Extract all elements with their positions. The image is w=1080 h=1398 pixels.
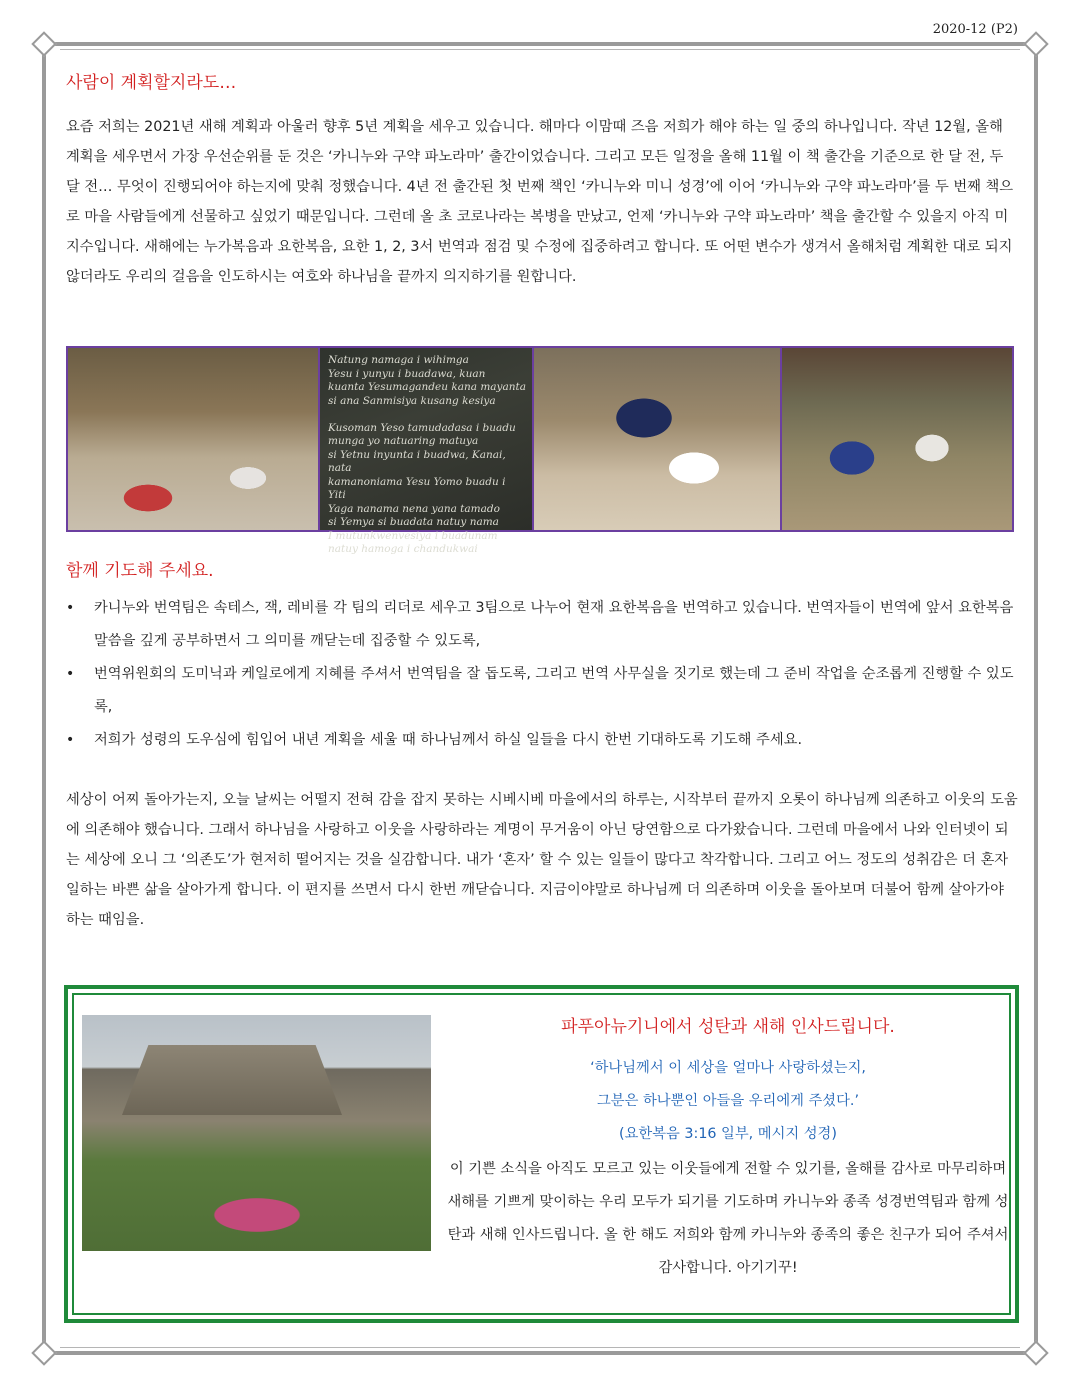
page-label: 2020-12 (P2) xyxy=(932,22,1018,37)
prayer-list xyxy=(66,592,1021,757)
greeting-title: 파푸아뉴기니에서 성탄과 새해 인사드립니다. xyxy=(561,1017,895,1037)
section-heading-plans: 사람이 계획할지라도… xyxy=(66,73,237,93)
frame-bottom-inner-line xyxy=(60,1347,1020,1348)
frame-right-bar xyxy=(1034,42,1038,1355)
photo-group-village xyxy=(82,1015,431,1251)
bullet: • xyxy=(66,732,75,748)
frame-top-inner-line xyxy=(60,49,1020,50)
photo-strip xyxy=(66,346,1014,555)
plans-paragraph: 요즘 저희는 2021년 새해 계획과 아울러 향후 5년 계획을 세우고 있습니다. 해마다 이맘때 즈음 저희가 해야 하는 일 중의 하나입니다. 작년 12월, 올해 계획을 세우면서 가장 우선순위를 둔 것은 ‘카니누와 구약 파노라마’ 출간이었습니다. 그리고 모든 일정을 올해 11월 이 책 출간을 기준으로 한 달 전, 두 달 전… 무엇이 진행되어야 하는지에 맞춰 정했습니다. 4년 전 출간된 첫 번째 책인 ‘카니누와 미니 성경’에 이어 ‘카니누와 구약 파노라마’를 두 번째 책으로 마을 사람들에게 선물하고 싶었기 때문입니다. 그런데 올 초 코로나라는 복병을 만났고, 언제 ‘카니누와 구약 파노라마’ 책을 출간할 수 있을지 아직 미지수입니다. 새해에는 누가복음과 요한복음, 요한 1, 2, 3서 번역과 점검 및 수정에 집중하려고 합니다. 또 어떤 변수가 생겨서 올해처럼 계획한 대로 되지 않더라도 우리의 걸음을 인도하시는 여호와 하나님을 끝까지 의지하기를 원합니다. xyxy=(66,119,1014,285)
section-heading-prayer: 함께 기도해 주세요. xyxy=(66,561,214,581)
chalkboard-text: Natung namaga i wihimga Yesu i yunyu i buadawa, kuan kuanta Yesumagandeu kana mayanta si ana Sanmisiya kusang kesiya Kusoman Yeso tamudadasa i buadu munga yo natuaring matuya si Yetnu inyunta i buadwa, Kanai, nata kamanoniama Yesu Yomo buadu i Yiti Yaga nanama nena yana tamado si Yemya si buadata natuy nama I mutunkwenvesiya i buadunam natuy hamoga i chandukwai xyxy=(328,354,526,555)
frame-corner-ornament xyxy=(31,31,56,56)
frame-corner-ornament xyxy=(1023,1340,1048,1365)
photo-hut-roof xyxy=(122,1045,342,1115)
frame-corner-ornament xyxy=(1023,31,1048,56)
frame-corner-ornament xyxy=(31,1340,56,1365)
photo-students-writing xyxy=(534,348,780,530)
bullet: • xyxy=(66,666,75,682)
verse-reference: (요한복음 3:16 일부, 메시지 성경) xyxy=(619,1126,837,1142)
frame-top-bar xyxy=(42,42,1038,46)
prayer-item xyxy=(66,658,1021,724)
verse-line-1: ‘하나님께서 이 세상을 얼마나 사랑하셨는지, xyxy=(590,1060,866,1076)
verse-line-2: 그분은 하나뿐인 아들을 우리에게 주셨다.’ xyxy=(596,1093,860,1109)
photo-team-review xyxy=(780,348,1012,530)
photo-translation-meeting xyxy=(68,348,318,530)
prayer-item-text: 번역위원회의 도미닉과 케일로에게 지혜를 주셔서 번역팀을 잘 돕도록, 그리고 번역 사무실을 짓기로 했는데 그 준비 작업을 순조롭게 진행할 수 있도록, xyxy=(94,666,1014,715)
greeting-box xyxy=(64,985,1019,1323)
bullet: • xyxy=(66,600,75,616)
prayer-item-text: 카니누와 번역팀은 속테스, 잭, 레비를 각 팀의 리더로 세우고 3팀으로 나누어 현재 요한복음을 번역하고 있습니다. 번역자들이 번역에 앞서 요한복음 말씀을 깊게 공부하면서 그 의미를 깨닫는데 집중할 수 있도록, xyxy=(94,600,1014,649)
photo-chalkboard xyxy=(318,348,534,555)
reflection-paragraph: 세상이 어찌 돌아가는지, 오늘 날씨는 어떨지 전혀 감을 잡지 못하는 시베시베 마을에서의 하루는, 시작부터 끝까지 오롯이 하나님께 의존하고 이웃의 도움에 의존해야 했습니다. 그래서 하나님을 사랑하고 이웃을 사랑하라는 계명이 무거움이 아닌 당연함으로 다가왔습니다. 그런데 마을에서 나와 인터넷이 되는 세상에 오니 그 ‘의존도’가 현저히 떨어지는 것을 실감합니다. 내가 ‘혼자’ 할 수 있는 일들이 많다고 착각합니다. 그리고 어느 정도의 성취감은 더 혼자 일하는 바쁜 삶을 살아가게 합니다. 이 편지를 쓰면서 다시 한번 깨닫습니다. 지금이야말로 하나님께 더 의존하며 이웃을 돌아보며 더불어 함께 살아가야 하는 때임을. xyxy=(66,792,1018,928)
prayer-item xyxy=(66,724,1021,757)
greeting-text: 이 기쁜 소식을 아직도 모르고 있는 이웃들에게 전할 수 있기를, 올해를 감사로 마무리하며 새해를 기쁘게 맞이하는 우리 모두가 되기를 기도하며 카니누와 종족 성경번역팀과 함께 성탄과 새해 인사드립니다. 올 한 해도 저희와 함께 카니누와 종족의 좋은 친구가 되어 주셔서 감사합니다. 아기기꾸! xyxy=(447,1161,1009,1276)
prayer-item-text: 저희가 성령의 도우심에 힘입어 내년 계획을 세울 때 하나님께서 하실 일들을 다시 한번 기대하도록 기도해 주세요. xyxy=(94,732,803,748)
prayer-item xyxy=(66,592,1021,658)
frame-left-bar xyxy=(42,42,46,1355)
frame-bottom-bar xyxy=(42,1351,1038,1355)
